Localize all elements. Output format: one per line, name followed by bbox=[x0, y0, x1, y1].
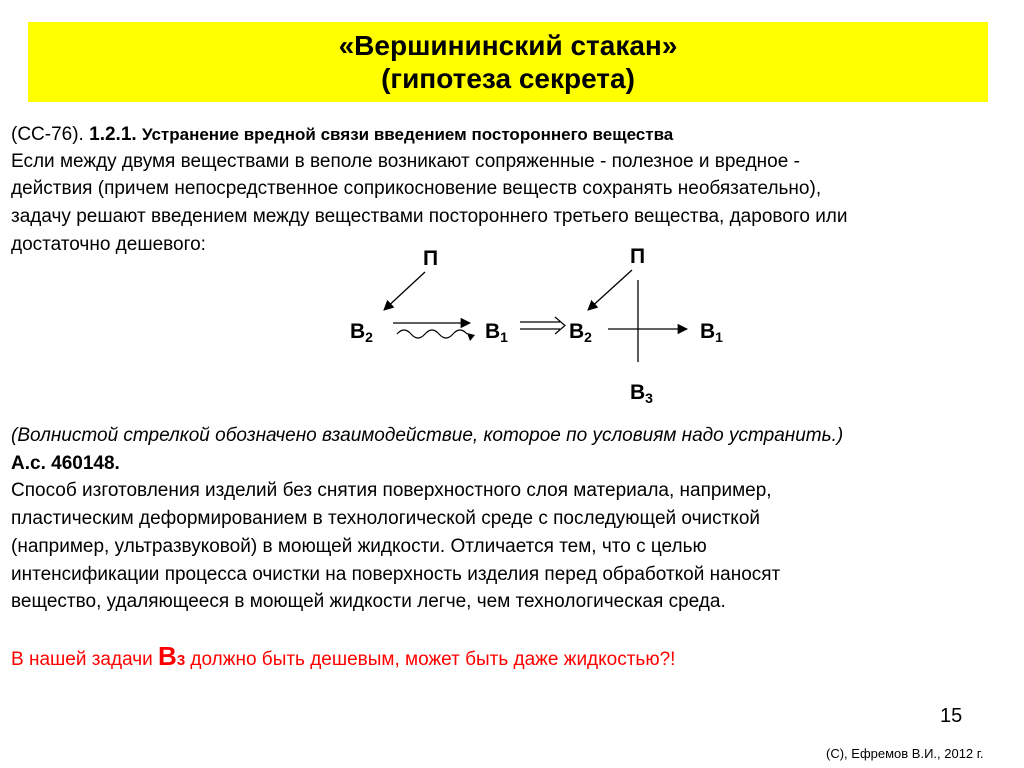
right-p-label: П bbox=[630, 245, 646, 268]
left-b1-label: В1 bbox=[485, 320, 508, 345]
left-field-arrow bbox=[384, 272, 425, 310]
intro-line: Если между двумя веществами в веполе возникают сопряженные - полезное и вредное - bbox=[11, 151, 800, 172]
right-b1-label: В1 bbox=[700, 320, 723, 345]
intro-number: 1.2.1. bbox=[89, 124, 142, 145]
conclusion-question bbox=[11, 641, 676, 673]
conclusion-after: должно быть дешевым, может быть даже жидкостью?! bbox=[185, 649, 676, 670]
left-b2-label: В2 bbox=[350, 320, 373, 345]
slide-subtitle: (гипотеза секрета) bbox=[381, 63, 635, 94]
copyright: (С), Ефремов В.И., 2012 г. bbox=[826, 746, 984, 761]
conclusion-before: В нашей задачи bbox=[11, 649, 159, 670]
intro-prefix: (СС-76). bbox=[11, 124, 90, 145]
intro-heading: Устранение вредной связи введением постороннего вещества bbox=[141, 125, 674, 144]
right-field-arrow bbox=[588, 270, 632, 310]
right-b2-label: В2 bbox=[569, 320, 592, 345]
intro-line: задачу решают введением между веществами постороннего третьего вещества, дарового или bbox=[11, 206, 848, 227]
conclusion-b3: В3 bbox=[158, 641, 186, 671]
page-number: 15 bbox=[940, 705, 963, 727]
right-b3-label: В3 bbox=[630, 381, 653, 406]
transform-arrow-head bbox=[555, 317, 565, 334]
wavy-arrowhead bbox=[467, 333, 475, 341]
patent-line: вещество, удаляющееся в моющей жидкости легче, чем технологическая среда. bbox=[11, 591, 726, 612]
patent-number: А.с. 460148. bbox=[11, 453, 120, 474]
intro-line: действия (причем непосредственное соприкосновение веществ сохранять необязательно), bbox=[11, 178, 822, 199]
slide-title: «Вершининский стакан» bbox=[338, 30, 678, 61]
diagram-note: (Волнистой стрелкой обозначено взаимодействие, которое по условиям надо устранить.) bbox=[11, 425, 844, 446]
patent-line: интенсификации процесса очистки на поверхность изделия перед обработкой наносят bbox=[11, 564, 781, 585]
patent-line: (например, ультразвуковой) в моющей жидкости. Отличается тем, что с целью bbox=[11, 536, 707, 557]
intro-line: достаточно дешевого: bbox=[11, 234, 206, 255]
left-p-label: П bbox=[423, 247, 439, 270]
left-harmful-wavy-arrow bbox=[397, 330, 467, 338]
patent-line: пластическим деформированием в технологической среде с последующей очисткой bbox=[11, 508, 760, 529]
patent-line: Способ изготовления изделий без снятия поверхностного слоя материала, например, bbox=[11, 480, 772, 501]
